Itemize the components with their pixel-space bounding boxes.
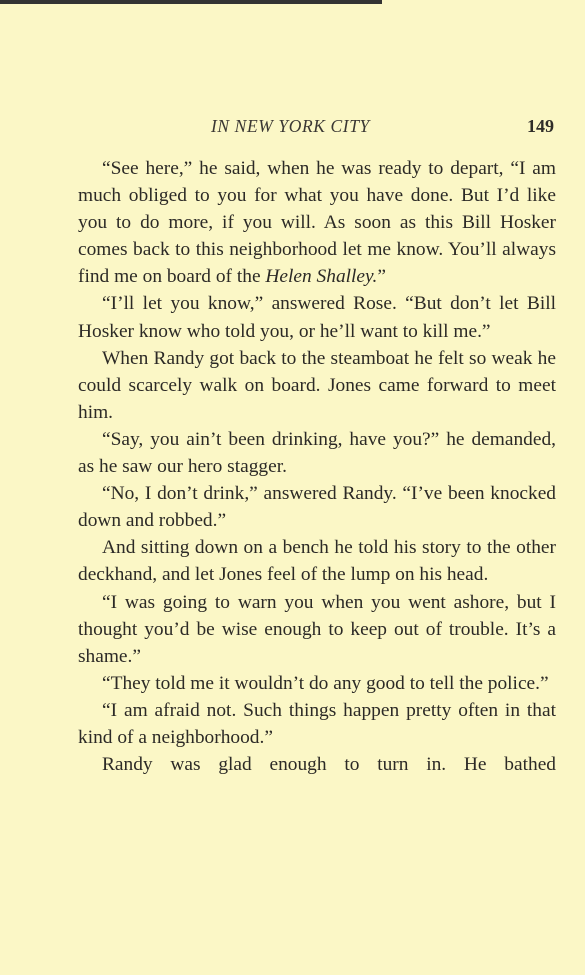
paragraph-5: “No, I don’t drink,” answered Randy. “I’ve been knocked down and robbed.” <box>78 483 556 532</box>
page-header <box>78 116 554 142</box>
paragraph-3: When Randy got back to the steamboat he felt so weak he could scarcely walk on board. Jones came forward to meet him. <box>78 347 556 423</box>
paragraph-1 <box>78 155 556 290</box>
paragraph-8: “They told me it wouldn’t do any good to tell the police.” <box>102 672 549 694</box>
paragraph-6: And sitting down on a bench he told his story to the other deckhand, and let Jones feel of the lump on his head. <box>78 537 556 586</box>
paragraph-9: “I am afraid not. Such things happen pretty often in that kind of a neighborhood.” <box>78 699 556 748</box>
paragraph-1-text: “See here,” he said, when he was ready to depart, “I am much obliged to you for what you have done. But I’d like you to do more, if you will. As soon as this Bill Hosker comes back to this neighborhood let me know. You’ll always find me on board of the <box>78 158 556 288</box>
running-head: IN NEW YORK CITY <box>211 116 370 136</box>
paragraph-7: “I was going to warn you when you went ashore, but I thought you’d be wise enough to keep out of trouble. It’s a shame.” <box>78 591 556 667</box>
ship-name: Helen Shalley. <box>265 266 378 288</box>
paragraph-4: “Say, you ain’t been drinking, have you?” he demanded, as he saw our hero stagger. <box>78 428 556 478</box>
paragraph-1-close-quote: ” <box>377 266 387 288</box>
paragraph-10: Randy was glad enough to turn in. He bathed <box>102 754 556 776</box>
paragraph-2: “I’ll let you know,” answered Rose. “But don’t let Bill Hosker know who told you, or he’ll want to kill me.” <box>78 293 556 342</box>
body-text <box>78 155 556 778</box>
top-edge-rule <box>0 0 382 4</box>
page-number: 149 <box>527 116 554 136</box>
